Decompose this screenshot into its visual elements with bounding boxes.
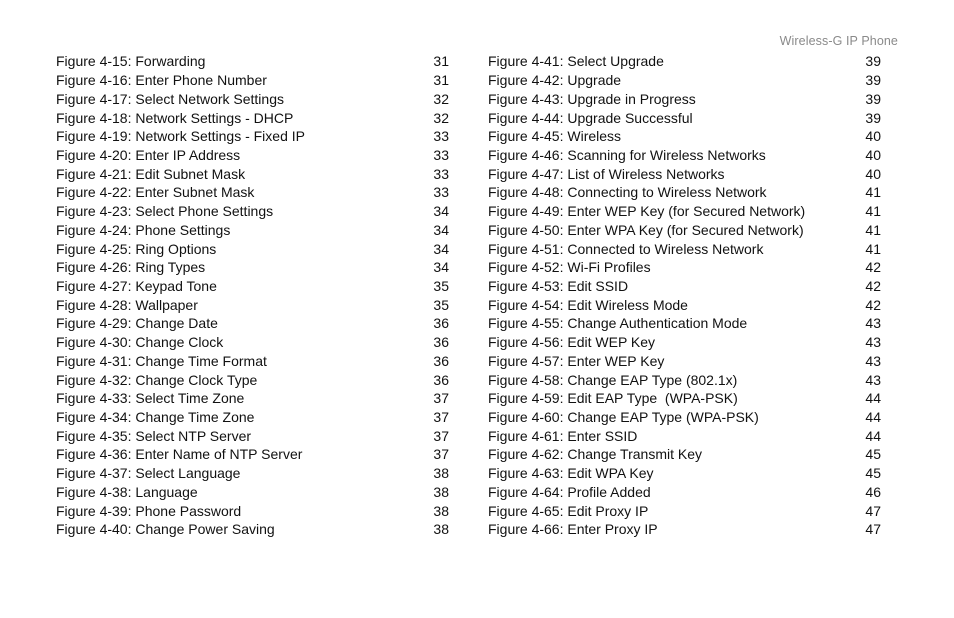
page-number: 45	[865, 446, 881, 463]
figure-title: Figure 4-21: Edit Subnet Mask	[56, 165, 246, 182]
figure-title: Figure 4-57: Enter WEP Key	[488, 352, 665, 369]
list-item	[488, 295, 881, 314]
page-number: 44	[865, 409, 881, 426]
page-number: 39	[865, 72, 881, 89]
page-number: 34	[433, 259, 449, 276]
list-item	[488, 483, 881, 502]
figure-title: Figure 4-53: Edit SSID	[488, 277, 629, 294]
figure-title: Figure 4-64: Profile Added	[488, 483, 651, 500]
figure-title: Figure 4-39: Phone Password	[56, 502, 242, 519]
page-number: 39	[865, 90, 881, 107]
page-number: 40	[865, 146, 881, 163]
page-number: 43	[865, 334, 881, 351]
page-number: 37	[433, 390, 449, 407]
figure-title: Figure 4-59: Edit EAP Type (WPA-PSK)	[488, 390, 738, 407]
figure-title: Figure 4-60: Change EAP Type (WPA-PSK)	[488, 409, 759, 426]
figure-title: Figure 4-41: Select Upgrade	[488, 53, 664, 70]
figure-title: Figure 4-29: Change Date	[56, 315, 218, 332]
figure-title: Figure 4-23: Select Phone Settings	[56, 203, 274, 220]
list-item	[56, 295, 449, 314]
figure-title: Figure 4-26: Ring Types	[56, 259, 206, 276]
figure-title: Figure 4-65: Edit Proxy IP	[488, 502, 649, 519]
page-number: 43	[865, 371, 881, 388]
figure-title: Figure 4-50: Enter WPA Key (for Secured Network)	[488, 221, 804, 238]
list-item	[56, 483, 449, 502]
figure-title: Figure 4-25: Ring Options	[56, 240, 217, 257]
document-header: Wireless-G IP Phone	[779, 34, 898, 48]
figure-title: Figure 4-24: Phone Settings	[56, 221, 231, 238]
page-number: 34	[433, 221, 449, 238]
list-item	[488, 333, 881, 352]
list-item	[488, 220, 881, 239]
figure-title: Figure 4-35: Select NTP Server	[56, 427, 252, 444]
page-number: 35	[433, 277, 449, 294]
list-item	[56, 445, 449, 464]
figure-title: Figure 4-62: Change Transmit Key	[488, 446, 702, 463]
figure-title: Figure 4-51: Connected to Wireless Network	[488, 240, 764, 257]
page-number: 43	[865, 352, 881, 369]
figure-title: Figure 4-61: Enter SSID	[488, 427, 638, 444]
figure-title: Figure 4-30: Change Clock	[56, 334, 224, 351]
figure-title: Figure 4-27: Keypad Tone	[56, 277, 217, 294]
list-item	[488, 164, 881, 183]
list-item	[488, 52, 881, 71]
figure-title: Figure 4-38: Language	[56, 483, 198, 500]
figure-title: Figure 4-56: Edit WEP Key	[488, 334, 656, 351]
figure-title: Figure 4-31: Change Time Format	[56, 352, 267, 369]
list-item	[56, 333, 449, 352]
page-number: 41	[865, 184, 881, 201]
page-number: 39	[865, 109, 881, 126]
page-number: 38	[433, 521, 449, 538]
list-item	[56, 52, 449, 71]
figure-title: Figure 4-44: Upgrade Successful	[488, 109, 693, 126]
list-item	[488, 127, 881, 146]
figure-title: Figure 4-17: Select Network Settings	[56, 90, 284, 107]
page-number: 33	[433, 146, 449, 163]
page-number: 37	[433, 446, 449, 463]
page-number: 38	[433, 465, 449, 482]
list-item	[488, 408, 881, 427]
list-item	[488, 202, 881, 221]
list-item	[56, 164, 449, 183]
figure-title: Figure 4-47: List of Wireless Networks	[488, 165, 725, 182]
page-number: 37	[433, 409, 449, 426]
figure-title: Figure 4-58: Change EAP Type (802.1x)	[488, 371, 738, 388]
figure-list-right	[488, 52, 881, 539]
figure-title: Figure 4-22: Enter Subnet Mask	[56, 184, 255, 201]
page-number: 31	[433, 72, 449, 89]
list-item	[488, 501, 881, 520]
list-item	[488, 445, 881, 464]
page-number: 43	[865, 315, 881, 332]
page-number: 40	[865, 165, 881, 182]
list-item	[56, 146, 449, 165]
page-number: 36	[433, 371, 449, 388]
page-number: 40	[865, 128, 881, 145]
list-item	[488, 520, 881, 539]
figure-title: Figure 4-40: Change Power Saving	[56, 521, 275, 538]
list-item	[488, 426, 881, 445]
figure-title: Figure 4-18: Network Settings - DHCP	[56, 109, 294, 126]
figure-title: Figure 4-33: Select Time Zone	[56, 390, 245, 407]
figure-title: Figure 4-16: Enter Phone Number	[56, 72, 267, 89]
figure-title: Figure 4-28: Wallpaper	[56, 296, 198, 313]
list-item	[56, 108, 449, 127]
list-item	[56, 202, 449, 221]
list-item	[56, 220, 449, 239]
figure-title: Figure 4-48: Connecting to Wireless Network	[488, 184, 767, 201]
list-item	[488, 258, 881, 277]
page-number: 44	[865, 427, 881, 444]
page-number: 42	[865, 296, 881, 313]
page-number: 47	[865, 502, 881, 519]
list-item	[56, 408, 449, 427]
list-item	[56, 239, 449, 258]
list-item	[56, 277, 449, 296]
figure-title: Figure 4-55: Change Authentication Mode	[488, 315, 748, 332]
page-number: 41	[865, 203, 881, 220]
page-number: 33	[433, 184, 449, 201]
figure-title: Figure 4-63: Edit WPA Key	[488, 465, 654, 482]
list-item	[488, 352, 881, 371]
figure-title: Figure 4-49: Enter WEP Key (for Secured Network)	[488, 203, 806, 220]
list-item	[56, 258, 449, 277]
figure-title: Figure 4-15: Forwarding	[56, 53, 206, 70]
list-item	[56, 314, 449, 333]
list-item	[488, 239, 881, 258]
figure-title: Figure 4-66: Enter Proxy IP	[488, 521, 658, 538]
page-number: 39	[865, 53, 881, 70]
list-item	[488, 108, 881, 127]
page-number: 37	[433, 427, 449, 444]
page-number: 36	[433, 334, 449, 351]
figure-title: Figure 4-32: Change Clock Type	[56, 371, 258, 388]
page-number: 42	[865, 259, 881, 276]
figure-title: Figure 4-36: Enter Name of NTP Server	[56, 446, 303, 463]
list-item	[56, 352, 449, 371]
page-number: 41	[865, 240, 881, 257]
figure-title: Figure 4-37: Select Language	[56, 465, 241, 482]
figure-title: Figure 4-43: Upgrade in Progress	[488, 90, 696, 107]
list-item	[488, 464, 881, 483]
figure-title: Figure 4-34: Change Time Zone	[56, 409, 255, 426]
list-item	[488, 314, 881, 333]
figure-title: Figure 4-20: Enter IP Address	[56, 146, 241, 163]
figure-title: Figure 4-45: Wireless	[488, 128, 622, 145]
page-number: 35	[433, 296, 449, 313]
page-number: 45	[865, 465, 881, 482]
figure-title: Figure 4-52: Wi-Fi Profiles	[488, 259, 651, 276]
page-number: 38	[433, 502, 449, 519]
figure-title: Figure 4-54: Edit Wireless Mode	[488, 296, 688, 313]
figure-title: Figure 4-19: Network Settings - Fixed IP	[56, 128, 305, 145]
list-item	[488, 277, 881, 296]
list-item	[488, 370, 881, 389]
page-number: 32	[433, 109, 449, 126]
page-number: 44	[865, 390, 881, 407]
page-number: 36	[433, 315, 449, 332]
figure-title: Figure 4-46: Scanning for Wireless Networks	[488, 146, 766, 163]
page-number: 41	[865, 221, 881, 238]
page-number: 31	[433, 53, 449, 70]
list-item	[488, 183, 881, 202]
list-item	[488, 89, 881, 108]
page-number: 34	[433, 240, 449, 257]
figure-title: Figure 4-42: Upgrade	[488, 72, 622, 89]
list-item	[56, 71, 449, 90]
list-item	[56, 501, 449, 520]
page-number: 36	[433, 352, 449, 369]
page-number: 33	[433, 165, 449, 182]
list-item	[56, 127, 449, 146]
page-number: 42	[865, 277, 881, 294]
list-item	[56, 183, 449, 202]
page-number: 46	[865, 483, 881, 500]
list-item	[488, 146, 881, 165]
page-number: 32	[433, 90, 449, 107]
list-item	[56, 426, 449, 445]
page-number: 33	[433, 128, 449, 145]
figure-list-left	[56, 52, 449, 539]
list-item	[488, 389, 881, 408]
page-number: 34	[433, 203, 449, 220]
list-item	[56, 464, 449, 483]
page-number: 38	[433, 483, 449, 500]
page-number: 47	[865, 521, 881, 538]
list-item	[56, 520, 449, 539]
list-item	[56, 370, 449, 389]
list-item	[56, 89, 449, 108]
list-item	[56, 389, 449, 408]
list-item	[488, 71, 881, 90]
